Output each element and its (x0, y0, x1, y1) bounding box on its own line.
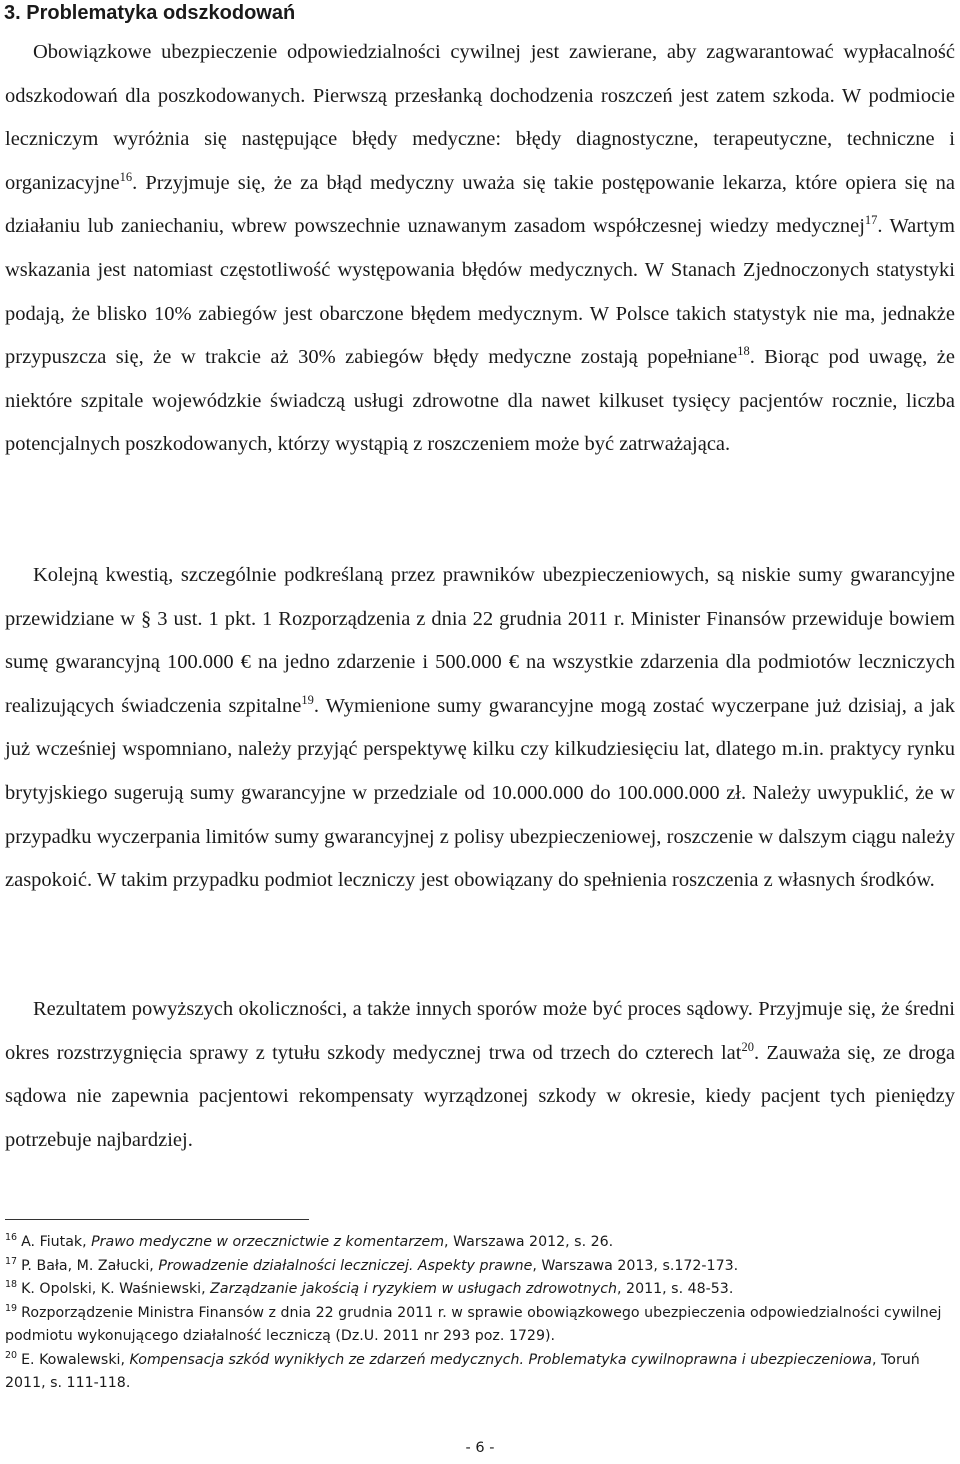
page-number: - 6 - (465, 1440, 495, 1456)
footnotes-section (5, 1231, 950, 1396)
footnote-title: Kompensacja szkód wynikłych ze zdarzeń medycznych. Problematyka cywilnoprawna i ubezpieczeniowa (129, 1351, 872, 1368)
footnote-title: Prowadzenie działalności leczniczej. Aspekty prawne (158, 1257, 533, 1274)
footnote-number: 19 (5, 1302, 18, 1314)
footnote-number: 18 (5, 1279, 18, 1290)
footnote-17: $^{17}$ P. Bała, M. Załucki, Prowadzenie działalności leczniczej. Aspekty prawne, Warszawa 2013, s.172-173. (5, 1255, 739, 1274)
footnote-number: 20 (5, 1349, 18, 1361)
footnote-title: Zarządzanie jakością i ryzykiem w usługach zdrowotnych (210, 1281, 618, 1297)
footnote-number: 16 (5, 1232, 18, 1243)
footnote-ref-16: 16 (119, 169, 133, 184)
body-paragraph-1: Obowiązkowe ubezpieczenie odpowiedzialności cywilnej jest zawierane, aby zagwarantować wypłacalność odszkodowań dla poszkodowanych. Pierwszą przesłanką dochodzenia roszczeń jest zatem szkoda. W podmiocie leczniczym wyróżnia się następujące błędy medyczne: błędy diagnostyczne, terapeutyczne, techniczne i organizacyjne$^{16}$. Przyjmuje się, że za błąd medyczny uważa się takie postępowanie lekarza, które opiera się na działaniu lub zaniechaniu, wbrew powszechnie uznawanym zasadom współczesnej wiedzy medycznej$^{17}$. Wartym wskazania jest natomiast częstotliwość występowania błędów medycznych. W Stanach Zjednoczonych statystyki podają, że blisko 10% zabiegów jest obarczone błędem medycznym. W Polsce takich statystyk nie ma, jednakże przypuszcza się, że w trakcie aż 30% zabiegów błędy medyczne zostają popełniane$^{18}$. Biorąc pod uwagę, że niektóre szpitale wojewódzkie świadczą usługi zdrowotne dla nawet kilkuset tysięcy pacjentów rocznie, liczba potencjalnych poszkodowanych, którzy wystąpią z roszczeniem może być zatrważająca. (5, 41, 956, 456)
footnote-number: 17 (5, 1255, 18, 1267)
footnote-16: $^{16}$ A. Fiutak, Prawo medyczne w orzecznictwie z komentarzem, Warszawa 2012, s. 26. (5, 1232, 614, 1250)
footnote-ref-17: 17 (864, 213, 878, 228)
footnote-ref-18: 18 (737, 344, 750, 359)
body-paragraph-3: Rezultatem powyższych okoliczności, a także innych sporów może być proces sądowy. Przyjmuje się, że średni okres rozstrzygnięcia sprawy z tytułu szkody medycznej trwa od trzech do czterech lat$^{20}$. Zauważa się, ze droga sądowa nie zapewnia pacjentowi rekompensaty wyrządzonej szkody w okresie, kiedy pacjent tych pieniędzy potrzebuje najbardziej. (5, 998, 955, 1151)
footnote-separator (5, 1219, 309, 1220)
footnote-18: $^{18}$ K. Opolski, K. Waśniewski, Zarządzanie jakością i ryzykiem w usługach zdrowotnych, 2011, s. 48-53. (5, 1279, 734, 1297)
footnote-ref-20: 20 (741, 1039, 754, 1054)
section-heading: 3. Problematyka odszkodowań (4, 2, 296, 24)
footnote-20: $^{20}$ E. Kowalewski, Kompensacja szkód wynikłych ze zdarzeń medycznych. Problematyka cywilnoprawna i ubezpieczeniowa, Toruń 2011, s. 111-118. (5, 1349, 920, 1391)
footnote-ref-19: 19 (301, 692, 314, 707)
footnote-title: Prawo medyczne w orzecznictwie z komentarzem (91, 1234, 445, 1250)
footnote-19: $^{19}$ Rozporządzenie Ministra Finansów z dnia 22 grudnia 2011 r. w sprawie obowiązkowego ubezpieczenia odpowiedzialności cywilnej podmiotu wykonującego działalność leczniczą (Dz.U. 2011 nr 293 poz. 1729). (5, 1302, 942, 1344)
body-paragraph-2: Kolejną kwestią, szczególnie podkreślaną przez prawników ubezpieczeniowych, są niskie sumy gwarancyjne przewidziane w § 3 ust. 1 pkt. 1 Rozporządzenia z dnia 22 grudnia 2011 r. Minister Finansów przewiduje bowiem sumę gwarancyjną 100.000 € na jedno zdarzenie i 500.000 € na wszystkie zdarzenia dla podmiotów leczniczych realizujących świadczenia szpitalne$^{19}$. Wymienione sumy gwarancyjne mogą zostać wyczerpane już dzisiaj, a jak już wcześniej wspomniano, należy przyjąć perspektywę kilku czy kilkudziesięciu lat, dlatego m.in. praktycy rynku brytyjskiego sugerują sumy gwarancyjne w przedziale od 10.000.000 do 100.000.000 zł. Należy uwypuklić, że w przypadku wyczerpania limitów sumy gwarancyjnej z polisy ubezpieczeniowej, roszczenie w dalszym ciągu należy zaspokoić. W takim przypadku podmiot leczniczy jest obowiązany do spełnienia roszczenia z własnych środków. (5, 564, 955, 892)
